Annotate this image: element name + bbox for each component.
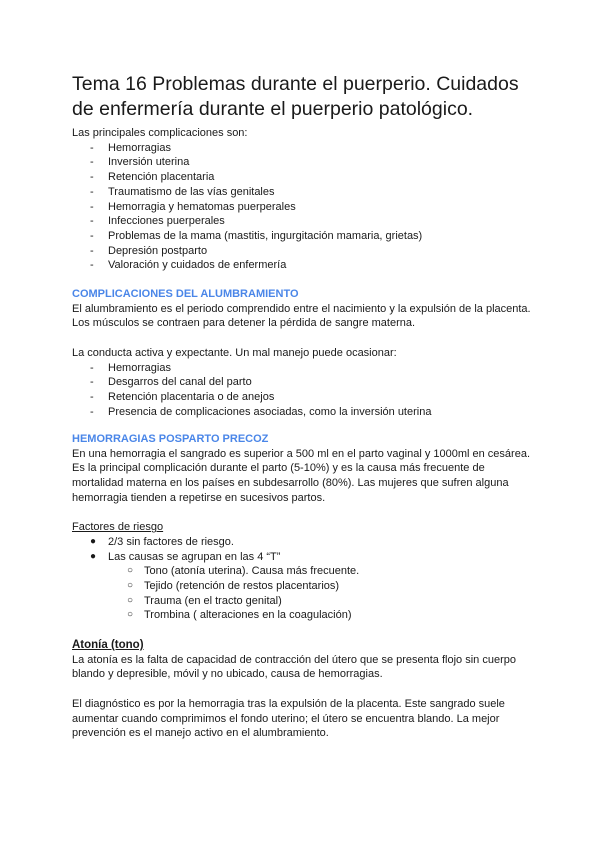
list-item	[72, 564, 534, 579]
section-heading: COMPLICACIONES DEL ALUMBRAMIENTO	[72, 288, 299, 300]
intro-section	[72, 126, 534, 273]
consequences-list	[72, 361, 534, 420]
list-item: - Inversión uterina	[72, 155, 534, 170]
list-item: - Problemas de la mama (mastitis, ingurgitación mamaria, grietas)	[72, 229, 534, 244]
list-item-text: Trauma (en el tracto genital)	[144, 594, 282, 607]
circle-bullet-icon: ○	[127, 609, 134, 621]
circle-bullet-icon: ○	[127, 594, 134, 606]
list-item: - Hemorragias	[72, 141, 534, 156]
list-item: - Valoración y cuidados de enfermería	[72, 258, 534, 273]
section-lead: La conducta activa y expectante. Un mal manejo puede ocasionar:	[72, 346, 397, 359]
risk-factors-title: Factores de riesgo	[72, 521, 164, 534]
list-item: - Hemorragias	[72, 361, 534, 376]
complications-list	[72, 141, 534, 273]
section-paragraph: El alumbramiento es el periodo comprendido entre el nacimiento y la expulsión de la placenta. Los músculos se contraen para detener la pérdida de sangre materna.	[72, 302, 531, 330]
list-item-text: Tono (atonía uterina). Causa más frecuente.	[144, 565, 360, 578]
list-item: - Infecciones puerperales	[72, 214, 534, 229]
list-item: - Retención placentaria	[72, 170, 534, 185]
list-item	[72, 594, 534, 609]
section-paragraph: La atonía es la falta de capacidad de contracción del útero que se presenta flojo sin cuerpo blando y depresible, móvil y no ubicado, causa de hemorragias.	[72, 653, 516, 681]
bullet-icon: ●	[90, 535, 97, 547]
section-paragraph: En una hemorragia el sangrado es superior a 500 ml en el parto vaginal y 1000ml en cesárea. Es la principal complicación durante el parto (5-10%) y es la causa más frecuente de mortalidad materna en los países en subdesarrollo (80%). Las mujeres que sufren alguna hemorragia tienden a repetirse en sucesivos partos.	[72, 447, 530, 504]
list-item: - Depresión postparto	[72, 244, 534, 259]
list-item: - Traumatismo de las vías genitales	[72, 185, 534, 200]
list-item	[72, 579, 534, 594]
list-item-text: Trombina ( alteraciones en la coagulación)	[144, 609, 352, 622]
list-item	[72, 550, 534, 565]
intro-lead: Las principales complicaciones son:	[72, 127, 248, 139]
list-item-text: Las causas se agrupan en las 4 “T”	[108, 550, 281, 563]
list-item-text: 2/3 sin factores de riesgo.	[108, 535, 234, 548]
section-heading: HEMORRAGIAS POSPARTO PRECOZ	[72, 433, 269, 445]
page-title: Tema 16 Problemas durante el puerperio. Cuidados de enfermería durante el puerperio patológico.	[72, 73, 519, 120]
four-t-list	[72, 564, 534, 623]
section-heading: Atonía (tono)	[72, 639, 144, 651]
section-paragraph: El diagnóstico es por la hemorragia tras la expulsión de la placenta. Este sangrado suele aumentar cuando comprimimos el fondo uterino; el útero se encuentra blando. La mejor prevención es el manejo activo en el alumbramiento.	[72, 697, 505, 740]
list-item	[72, 535, 534, 550]
bullet-icon: ●	[90, 550, 97, 562]
section-alumbramiento	[72, 287, 534, 419]
list-item: - Hemorragia y hematomas puerperales	[72, 200, 534, 215]
circle-bullet-icon: ○	[127, 565, 134, 577]
section-hemorragias	[72, 432, 534, 623]
list-item: - Presencia de complicaciones asociadas, como la inversión uterina	[72, 405, 534, 420]
list-item	[72, 608, 534, 623]
list-item-text: Tejido (retención de restos placentarios)	[144, 580, 340, 593]
list-item: - Desgarros del canal del parto	[72, 375, 534, 390]
circle-bullet-icon: ○	[127, 580, 134, 592]
list-item: - Retención placentaria o de anejos	[72, 390, 534, 405]
section-atonia	[72, 638, 534, 741]
risk-factors-list	[72, 535, 534, 564]
